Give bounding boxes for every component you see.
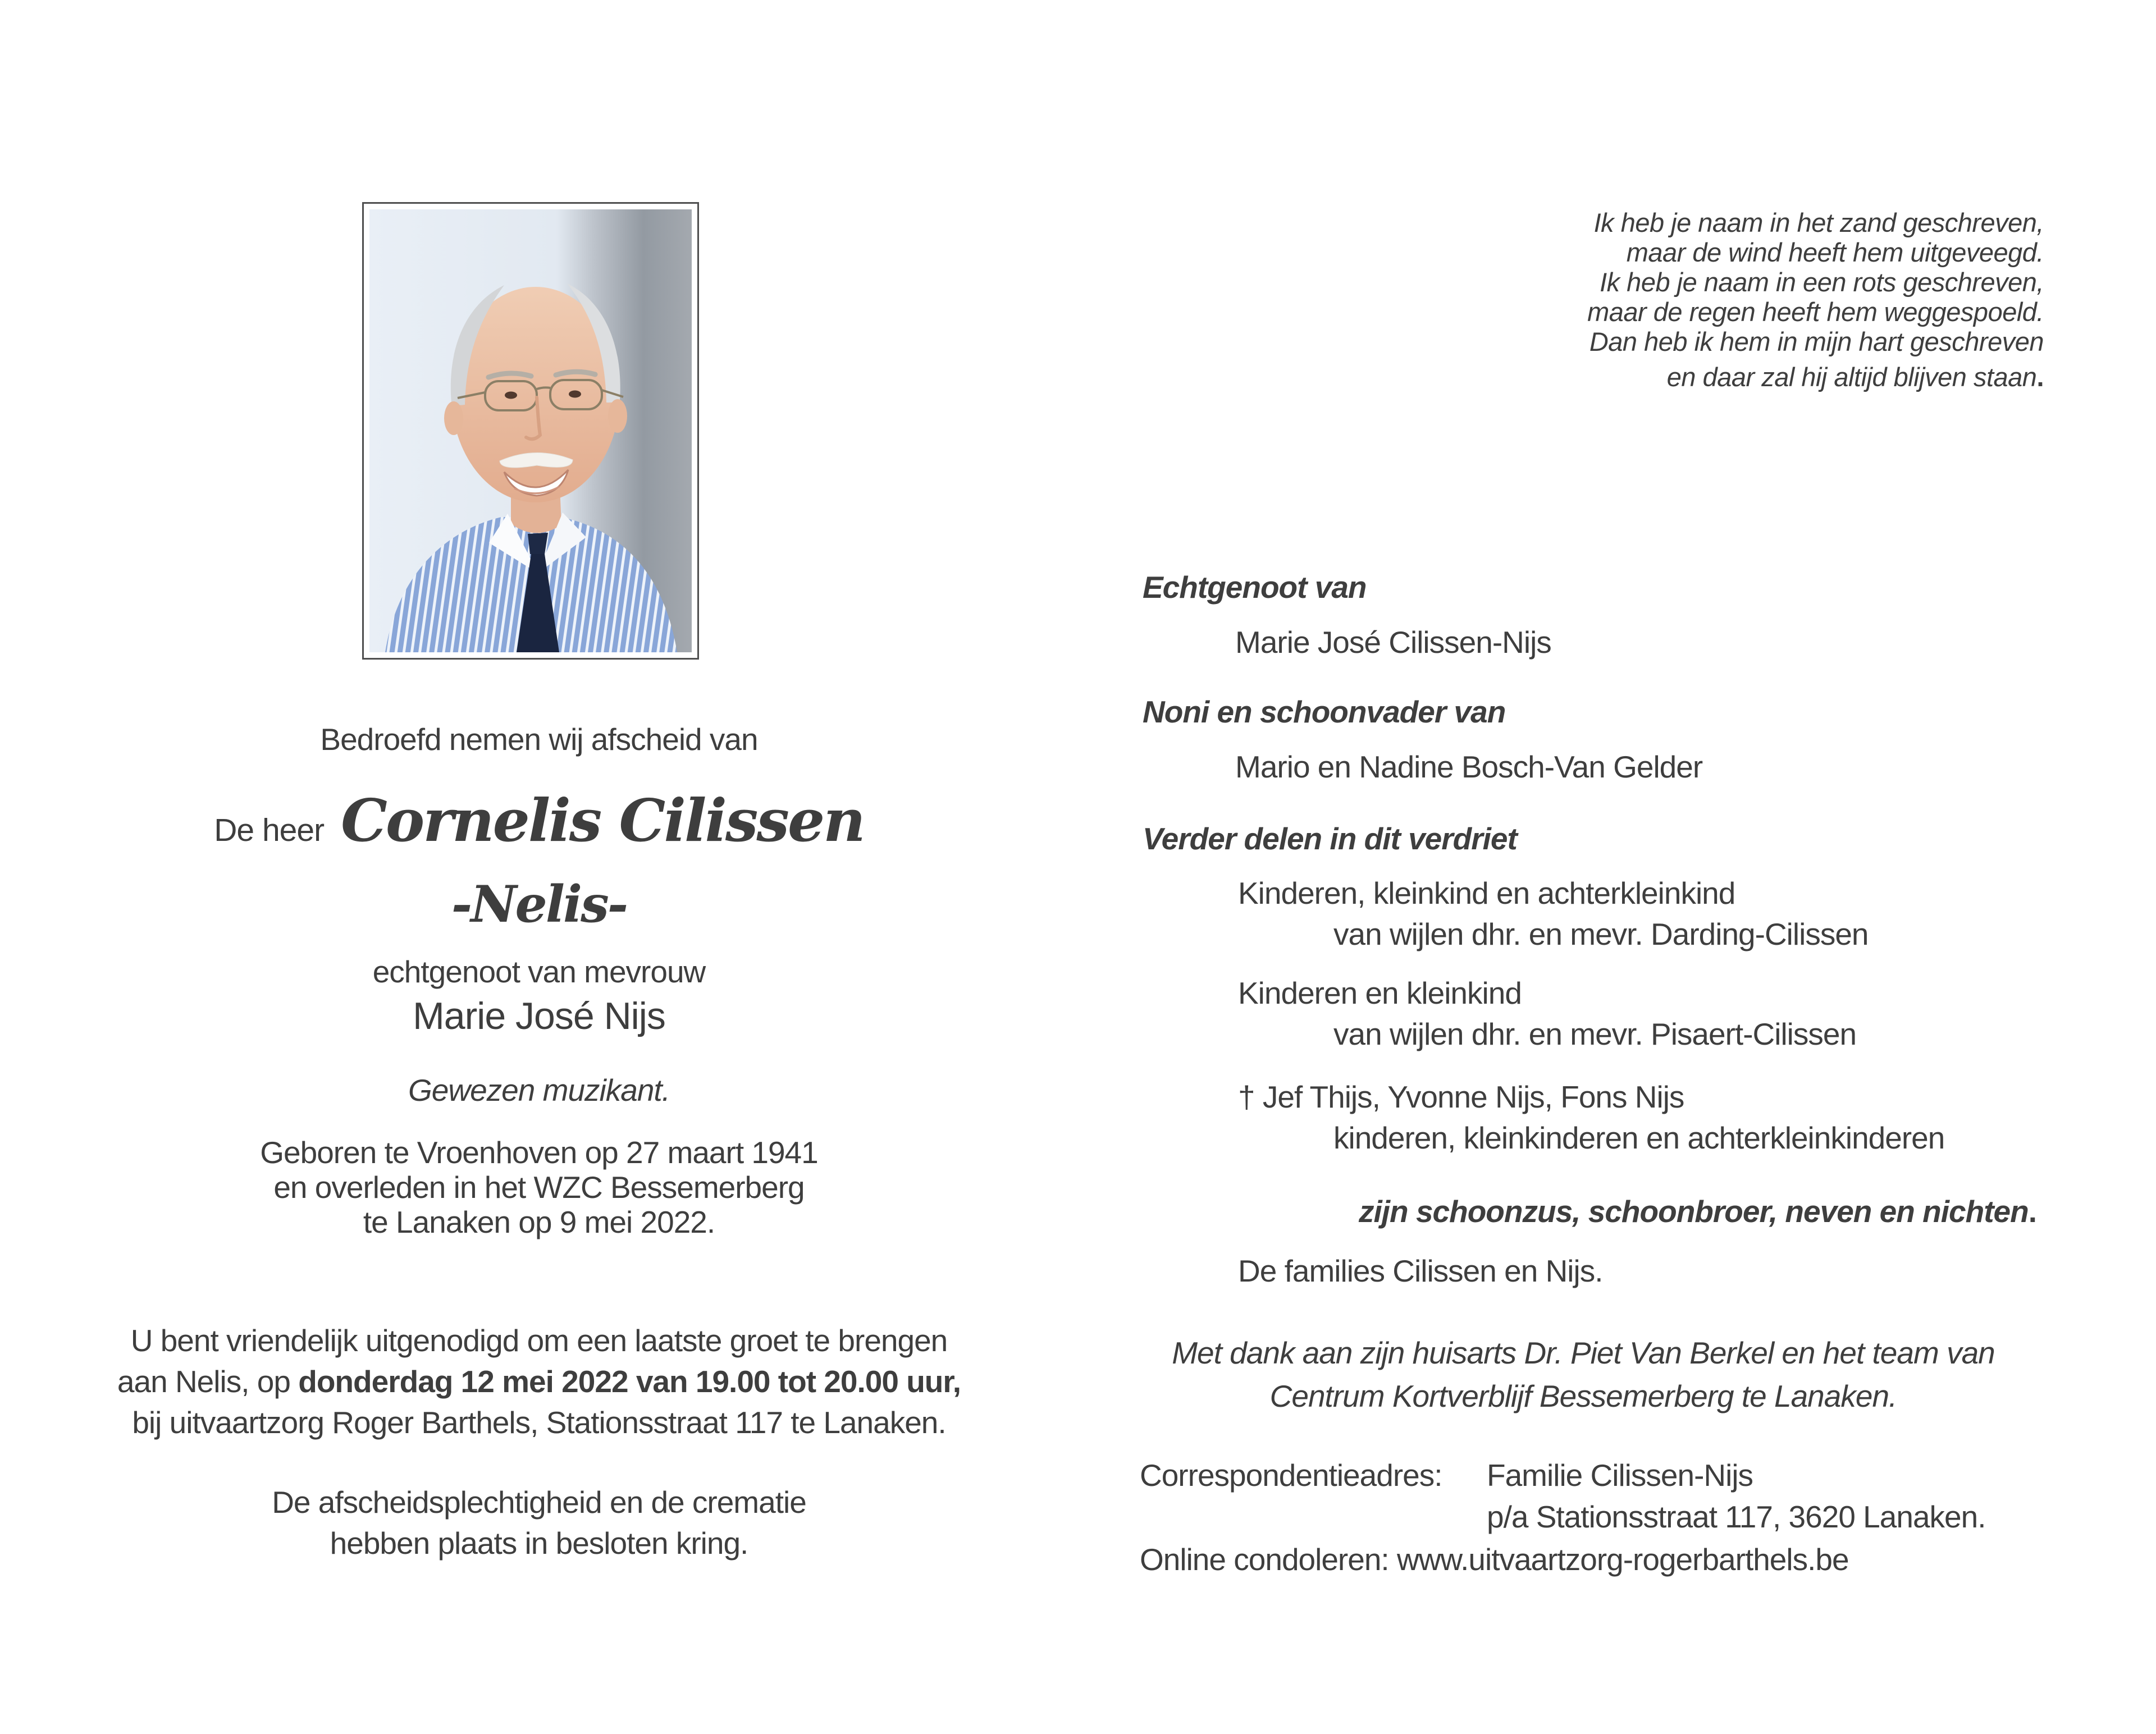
- salutation: De heer: [214, 812, 325, 848]
- poem-line-3: Ik heb je naam in een rots geschreven,: [1600, 267, 2044, 297]
- poem-line-6-text: en daar zal hij altijd blijven staan: [1666, 362, 2037, 392]
- profession-line: Gewezen muzikant.: [408, 1073, 670, 1108]
- relatives-text: zijn schoonzus, schoonbroer, neven en nichten: [1359, 1194, 2029, 1229]
- invitation-line-2: [0, 1361, 1078, 1402]
- portrait-illustration: [369, 209, 692, 652]
- correspondence-label: Correspondentieadres:: [1140, 1458, 1442, 1493]
- invitation-date-time: donderdag 12 mei 2022 van 19.00 tot 20.00 uur,: [298, 1364, 961, 1399]
- memorial-poem: [1587, 208, 2044, 392]
- poem-line-2: maar de wind heeft hem uitgeveegd.: [1626, 237, 2044, 267]
- spouse-name: Marie José Nijs: [413, 995, 665, 1037]
- relatives-line: [1359, 1192, 2036, 1231]
- family-section-heading: Noni en schoonvader van: [1143, 694, 1506, 729]
- invitation-block: [0, 1320, 1078, 1443]
- grief-group2-line1: Kinderen en kleinkind: [1238, 976, 1522, 1010]
- online-condolence-line: Online condoleren: www.uitvaartzorg-rogerbarthels.be: [1140, 1542, 1849, 1577]
- intro-line: Bedroefd nemen wij afscheid van: [320, 722, 758, 757]
- grief-group2-line2: van wijlen dhr. en mevr. Pisaert-Cilissen: [1333, 1017, 1857, 1051]
- invitation-line-1: U bent vriendelijk uitgenodigd om een laatste groet te brengen: [130, 1323, 948, 1358]
- thanks-line-1: Met dank aan zijn huisarts Dr. Piet Van Berkel en het team van: [1172, 1335, 1995, 1370]
- closing-line-2: hebben plaats in besloten kring.: [330, 1526, 748, 1561]
- invitation-line-3: bij uitvaartzorg Roger Barthels, Stationsstraat 117 te Lanaken.: [132, 1405, 946, 1440]
- deceased-name-row: [0, 786, 1078, 855]
- invitation-line-2-prefix: aan Nelis, op: [117, 1364, 299, 1399]
- death-line-1: en overleden in het WZC Bessemerberg: [273, 1170, 805, 1205]
- birth-line: Geboren te Vroenhoven op 27 maart 1941: [260, 1135, 818, 1170]
- closing-line-1: De afscheidsplechtigheid en de crematie: [272, 1485, 806, 1520]
- birth-death-block: [0, 1135, 1078, 1239]
- grief-group1-line2: van wijlen dhr. en mevr. Darding-Cilissen: [1333, 917, 1869, 951]
- grief-group1-line1: Kinderen, kleinkind en achterkleinkind: [1238, 876, 1735, 911]
- spouse-section-heading: Echtgenoot van: [1143, 570, 1367, 605]
- grief-group3-line1: † Jef Thijs, Yvonne Nijs, Fons Nijs: [1238, 1079, 1684, 1114]
- grief-group3-line2: kinderen, kleinkinderen en achterkleinkinderen: [1333, 1120, 1945, 1155]
- poem-line-1: Ik heb je naam in het zand geschreven,: [1593, 208, 2044, 237]
- poem-final-period: .: [2036, 362, 2044, 392]
- correspondence-name: Familie Cilissen-Nijs: [1487, 1458, 1753, 1493]
- grief-section-heading: Verder delen in dit verdriet: [1143, 821, 1517, 856]
- correspondence-address: p/a Stationsstraat 117, 3620 Lanaken.: [1487, 1499, 1986, 1534]
- closing-block: [0, 1482, 1078, 1564]
- spouse-intro-line: echtgenoot van mevrouw: [372, 954, 706, 989]
- family-section-name: Mario en Nadine Bosch-Van Gelder: [1235, 749, 1703, 784]
- thanks-line-2: Centrum Kortverblijf Bessemerberg te Lanaken.: [1269, 1379, 1897, 1413]
- relatives-period: .: [2028, 1194, 2036, 1229]
- nickname-row: [0, 875, 1078, 934]
- spouse-section-name: Marie José Cilissen-Nijs: [1235, 625, 1551, 660]
- deceased-nickname: -Nelis-: [451, 875, 627, 934]
- thanks-block: [1100, 1332, 2066, 1418]
- deceased-name: Cornelis Cilissen: [341, 786, 864, 855]
- poem-line-5: Dan heb ik hem in mijn hart geschreven: [1589, 327, 2044, 356]
- death-line-2: te Lanaken op 9 mei 2022.: [363, 1205, 715, 1239]
- portrait-photo: [362, 202, 699, 660]
- poem-line-6: [1587, 362, 2044, 392]
- poem-line-4: maar de regen heeft hem weggespoeld.: [1587, 297, 2044, 327]
- families-line: De families Cilissen en Nijs.: [1238, 1253, 1603, 1288]
